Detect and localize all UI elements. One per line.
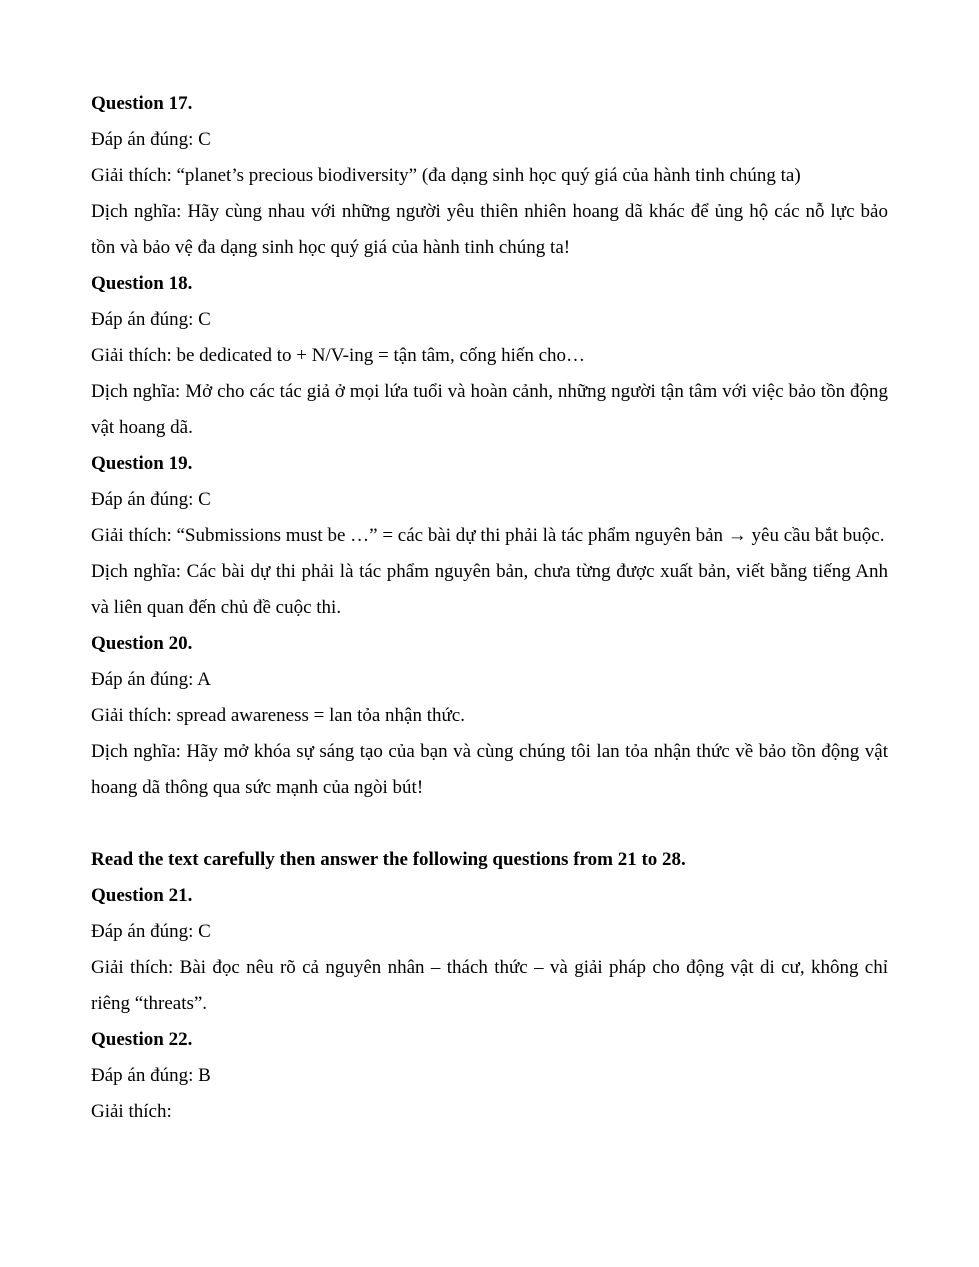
question-block-19 [91, 446, 888, 626]
section-spacer [91, 806, 888, 842]
question-block-18 [91, 266, 888, 446]
translation-paragraph: Dịch nghĩa: Hãy cùng nhau với những người yêu thiên nhiên hoang dã khác để ủng hộ các nỗ lực bảo tồn và bảo vệ đa dạng sinh học quý giá của hành tinh chúng ta! [91, 201, 888, 258]
translation-paragraph: Dịch nghĩa: Hãy mở khóa sự sáng tạo của bạn và cùng chúng tôi lan tỏa nhận thức về bảo tồn động vật hoang dã thông qua sức mạnh của ngòi bút! [91, 741, 888, 798]
answer-line: Đáp án đúng: A [91, 669, 211, 690]
answer-line: Đáp án đúng: C [91, 129, 211, 150]
answer-line: Đáp án đúng: C [91, 921, 211, 942]
question-heading: Question 20. [91, 633, 193, 654]
question-heading: Question 21. [91, 885, 193, 906]
explanation-paragraph: Giải thích: [91, 1101, 172, 1122]
explanation-paragraph: Giải thích: spread awareness = lan tỏa nhận thức. [91, 705, 465, 726]
answer-line: Đáp án đúng: C [91, 309, 211, 330]
translation-paragraph: Dịch nghĩa: Các bài dự thi phải là tác phẩm nguyên bản, chưa từng được xuất bản, viết bằng tiếng Anh và liên quan đến chủ đề cuộc thi. [91, 561, 888, 618]
explanation-paragraph: Giải thích: “planet’s precious biodiversity” (đa dạng sinh học quý giá của hành tinh chúng ta) [91, 165, 801, 186]
translation-paragraph: Dịch nghĩa: Mở cho các tác giả ở mọi lứa tuổi và hoàn cảnh, những người tận tâm với việc bảo tồn động vật hoang dã. [91, 381, 888, 438]
explanation-paragraph: Giải thích: “Submissions must be …” = các bài dự thi phải là tác phẩm nguyên bản → yêu cầu bắt buộc. [91, 525, 885, 546]
question-heading: Question 17. [91, 93, 193, 114]
question-block-22 [91, 1022, 888, 1130]
question-block-20 [91, 626, 888, 806]
answer-line: Đáp án đúng: B [91, 1065, 211, 1086]
answer-line: Đáp án đúng: C [91, 489, 211, 510]
question-heading: Question 22. [91, 1029, 193, 1050]
question-block-17 [91, 86, 888, 266]
section-heading: Read the text carefully then answer the following questions from 21 to 28. [91, 849, 686, 870]
document-page [91, 86, 888, 1130]
explanation-paragraph: Giải thích: be dedicated to + N/V-ing = tận tâm, cống hiến cho… [91, 345, 586, 366]
question-block-21 [91, 878, 888, 1022]
question-heading: Question 19. [91, 453, 193, 474]
question-heading: Question 18. [91, 273, 193, 294]
explanation-paragraph: Giải thích: Bài đọc nêu rõ cả nguyên nhân – thách thức – và giải pháp cho động vật di cư, không chỉ riêng “threats”. [91, 957, 888, 1014]
